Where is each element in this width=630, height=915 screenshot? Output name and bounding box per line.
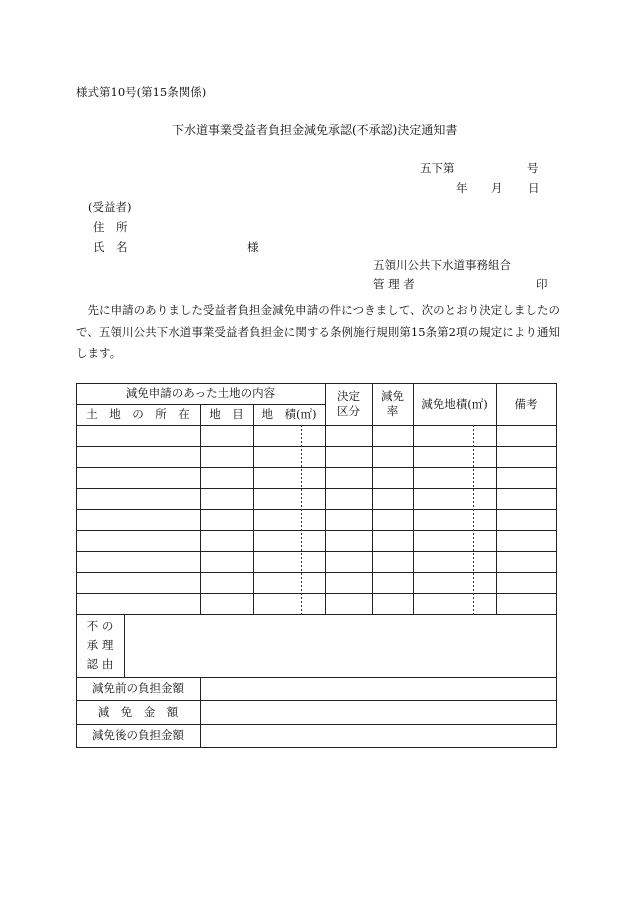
col-category-header: 地 目 [209,407,244,421]
disapproval-reason-label: 不 の 承 理 認 由 [86,619,114,671]
table-row[interactable] [76,593,556,614]
address-label: 住 所 [93,220,128,234]
col-area-header: 地 積(㎡) [261,407,317,421]
amount-after-label: 減免後の負担金額 [92,728,184,742]
table-row[interactable] [76,551,556,572]
table-row[interactable] [76,425,556,446]
land-group-header: 減免申請のあった土地の内容 [125,386,276,400]
col-decision-header: 決定 区分 [337,389,360,418]
reduction-amount-label: 減 免 金 額 [97,704,179,719]
date-year: 年 [456,181,468,195]
table-row[interactable] [76,446,556,467]
honorific: 様 [247,240,259,254]
table-row[interactable] [76,572,556,593]
date-day: 日 [528,181,540,195]
col-remarks-header: 備考 [514,396,538,411]
form-number: 様式第10号(第15条関係) [76,85,207,99]
date-month: 月 [491,181,503,195]
doc-number-suffix: 号 [527,161,539,175]
table-row[interactable] [76,467,556,488]
table-row[interactable] [76,530,556,551]
recipient-label: (受益者) [88,200,132,214]
seal-mark: 印 [536,277,548,291]
reduction-amount-field[interactable] [201,701,556,724]
document-title: 下水道事業受益者負担金減免承認(不承認)決定通知書 [172,123,458,137]
col-rate-header: 減免 率 [381,389,404,418]
col-reduced-area-header: 減免地積(㎡) [421,396,488,411]
disapproval-reason-field[interactable] [125,615,556,677]
amount-before-label: 減免前の負担金額 [92,681,184,695]
col-location-header: 土 地 の 所 在 [86,407,190,421]
doc-number-prefix: 五下第 [420,161,455,175]
manager-label: 管 理 者 [373,277,415,291]
amount-after-field[interactable] [201,725,556,747]
body-paragraph: 先に申請のありました受益者負担金減免申請の件につきまして、次のとおり決定しましたので、五領川公共下水道事業受益者負担金に関する条例施行規則第15条第2項の規定により通知します。 [76,303,560,360]
amount-before-field[interactable] [201,678,556,700]
sender-organization: 五領川公共下水道事務組合 [373,258,511,272]
name-label: 氏 名 [93,240,128,254]
table-row[interactable] [76,509,556,530]
table-row[interactable] [76,488,556,509]
